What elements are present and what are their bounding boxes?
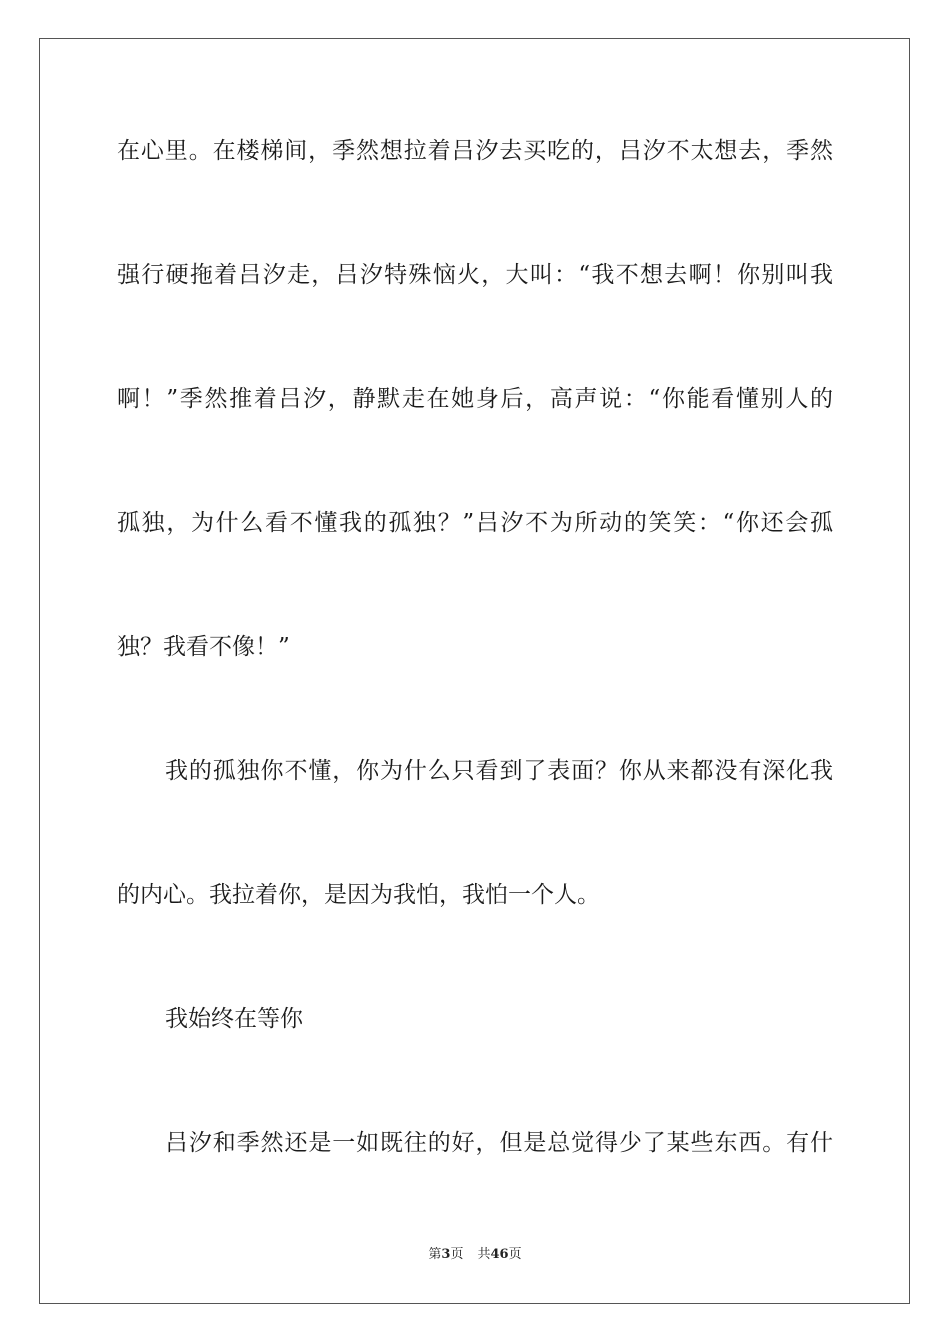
page-suffix: 页 [450, 1247, 464, 1262]
page-prefix: 第 [428, 1247, 442, 1262]
body-line-4: 孤独，为什么看不懂我的孤独？”吕汐不为所动的笑笑：“你还会孤 [117, 510, 833, 536]
page-border [39, 38, 910, 1304]
body-line-3: 啊！”季然推着吕汐，静默走在她身后，高声说：“你能看懂别人的 [117, 386, 833, 412]
page-number: 3 [441, 1247, 451, 1262]
body-line-5: 独？我看不像！” [117, 634, 290, 660]
total-prefix: 共 [477, 1247, 491, 1262]
body-line-2: 强行硬拖着吕汐走，吕汐特殊恼火，大叫：“我不想去啊！你别叫我 [117, 262, 833, 288]
body-line-9: 吕汐和季然还是一如既往的好，但是总觉得少了某些东西。有什 [165, 1130, 833, 1156]
total-suffix: 页 [508, 1247, 522, 1262]
body-line-1: 在心里。在楼梯间，季然想拉着吕汐去买吃的，吕汐不太想去，季然 [117, 138, 833, 164]
total-pages: 46 [490, 1247, 509, 1262]
page-footer [0, 1246, 950, 1264]
section-heading: 我始终在等你 [165, 1006, 303, 1032]
body-line-6: 我的孤独你不懂，你为什么只看到了表面？你从来都没有深化我 [165, 758, 833, 784]
body-line-7: 的内心。我拉着你，是因为我怕，我怕一个人。 [117, 882, 600, 908]
